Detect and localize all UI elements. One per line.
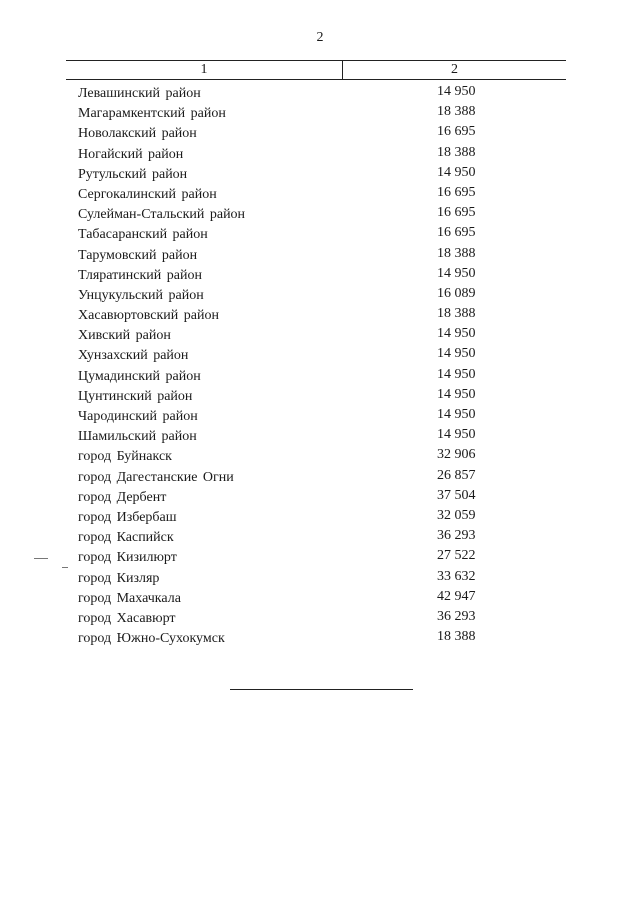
row-value: 14 950 <box>437 346 476 362</box>
row-value: 18 388 <box>437 306 476 322</box>
row-name: Унцукульский район <box>78 287 204 303</box>
row-value: 14 950 <box>437 407 476 422</box>
row-value: 18 388 <box>437 245 476 261</box>
table-row <box>78 306 498 326</box>
table-row <box>78 286 498 306</box>
row-name: Рутульский район <box>78 166 188 182</box>
row-name: Новолакский район <box>78 126 197 142</box>
row-name: город Буйнакск <box>78 449 172 465</box>
row-value: 14 950 <box>437 84 476 99</box>
row-value: 26 857 <box>437 467 476 483</box>
table-row <box>78 266 498 286</box>
table-row <box>78 205 498 225</box>
row-name: Тляратинский район <box>78 267 202 283</box>
table-row <box>78 104 498 124</box>
row-name: город Дагестанские Огни <box>78 469 234 485</box>
row-value: 18 388 <box>437 144 476 160</box>
page-number: 2 <box>316 30 324 45</box>
row-value: 18 388 <box>437 104 476 120</box>
table-row <box>78 569 498 589</box>
row-name: Магарамкентский район <box>78 106 226 122</box>
row-name: Хасавюртовский район <box>78 308 219 324</box>
row-name: город Дербент <box>78 489 167 505</box>
row-name: город Хасавюрт <box>78 610 176 626</box>
table-row <box>78 508 498 528</box>
row-name: город Каспийск <box>78 530 174 546</box>
table-row <box>78 427 498 447</box>
row-value: 16 695 <box>437 124 476 140</box>
row-value: 16 695 <box>437 184 476 200</box>
row-name: Сулейман-Стальский район <box>78 207 246 223</box>
scan-mark <box>34 558 48 559</box>
row-name: Шамильский район <box>78 429 197 445</box>
table-row <box>78 629 498 649</box>
table-row <box>78 326 498 346</box>
row-name: город Кизилюрт <box>78 550 177 566</box>
row-value: 14 950 <box>437 366 476 382</box>
row-value: 14 950 <box>437 265 476 281</box>
table-row <box>78 185 498 205</box>
row-value: 16 695 <box>437 225 476 241</box>
row-value: 18 388 <box>437 629 476 645</box>
column-header-1: 1 <box>66 61 343 79</box>
row-name: Левашинский район <box>78 86 201 101</box>
row-value: 27 522 <box>437 548 476 564</box>
row-name: Чародинский район <box>78 409 198 424</box>
row-value: 32 059 <box>437 507 476 523</box>
table-row <box>78 447 498 467</box>
row-value: 37 504 <box>437 487 476 503</box>
table-row <box>78 367 498 387</box>
table-header <box>66 60 566 80</box>
row-name: Ногайский район <box>78 146 184 162</box>
table-row <box>78 548 498 568</box>
row-name: Сергокалинский район <box>78 186 217 202</box>
row-name: город Кизляр <box>78 570 160 586</box>
table-row <box>78 589 498 609</box>
scan-mark <box>62 567 68 568</box>
table-row <box>78 609 498 629</box>
table-row <box>78 84 498 104</box>
table-row <box>78 225 498 245</box>
table-row <box>78 488 498 508</box>
table-row <box>78 387 498 407</box>
table-row <box>78 124 498 144</box>
row-name: Хунзахский район <box>78 348 189 364</box>
table-row <box>78 528 498 548</box>
row-value: 36 293 <box>437 608 476 624</box>
row-value: 14 950 <box>437 326 476 342</box>
row-name: город Махачкала <box>78 590 181 606</box>
row-value: 16 089 <box>437 285 476 301</box>
row-value: 14 950 <box>437 427 476 443</box>
table-row <box>78 145 498 165</box>
table-row <box>78 346 498 366</box>
closing-rule <box>230 689 413 690</box>
table-row <box>78 407 498 427</box>
table-row <box>78 246 498 266</box>
row-name: Цумадинский район <box>78 368 201 384</box>
column-header-2: 2 <box>451 62 458 77</box>
row-value: 14 950 <box>437 164 476 180</box>
row-name: Цунтинский район <box>78 388 193 404</box>
row-name: город Избербаш <box>78 509 177 525</box>
table-row <box>78 165 498 185</box>
row-name: город Южно-Сухокумск <box>78 631 225 647</box>
table-row <box>78 468 498 488</box>
row-value: 16 695 <box>437 205 476 221</box>
row-value: 14 950 <box>437 386 476 402</box>
table-body <box>78 84 498 649</box>
row-value: 33 632 <box>437 568 476 584</box>
row-name: Тарумовский район <box>78 247 198 263</box>
row-value: 32 906 <box>437 447 476 463</box>
row-value: 36 293 <box>437 528 476 544</box>
row-name: Хивский район <box>78 328 171 344</box>
row-value: 42 947 <box>437 588 476 604</box>
row-name: Табасаранский район <box>78 227 208 243</box>
